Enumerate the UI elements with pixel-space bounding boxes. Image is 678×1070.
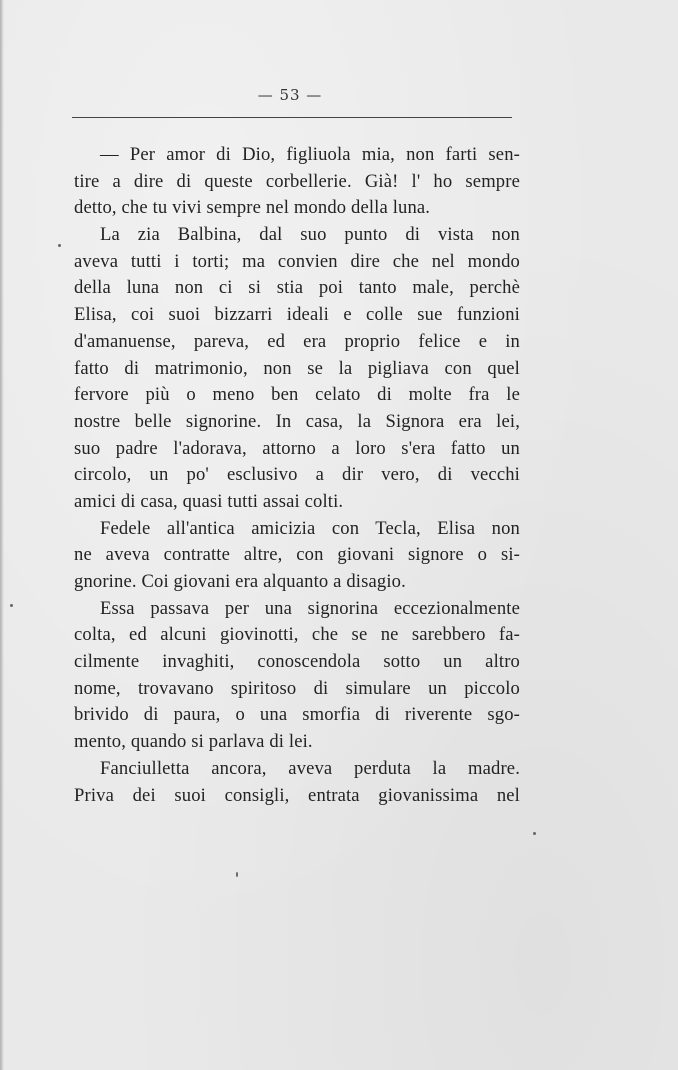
text-line: gnorine. Coi giovani era alquanto a disagio.: [74, 571, 406, 592]
text-line: ne aveva contratte altre, con giovani signore o si-: [74, 544, 520, 566]
text-line: tire a dire di queste corbellerie. Già! l' ho sempre: [74, 170, 520, 192]
text-line: detto, che tu vivi sempre nel mondo della luna.: [74, 197, 431, 219]
print-speck: [58, 244, 61, 247]
text-line: Essa passava per una signorina eccezionalmente: [100, 597, 520, 619]
print-speck: [10, 604, 13, 607]
body-text: [74, 142, 520, 809]
text-line: fervore più o meno ben celato di molte fra le: [74, 384, 520, 406]
text-line: Elisa, coi suoi bizzarri ideali e colle sue funzioni: [74, 304, 520, 326]
page-number: — 53 —: [257, 86, 323, 104]
text-line: Fedele all'antica amicizia con Tecla, Elisa non: [100, 517, 520, 539]
text-line: amici di casa, quasi tutti assai colti.: [74, 490, 344, 512]
text-line: circolo, un po' esclusivo a dir vero, di vecchi: [74, 464, 520, 486]
text-line: d'amanuense, pareva, ed era proprio felice e in: [74, 330, 520, 352]
text-line: La zia Balbina, dal suo punto di vista non: [100, 224, 520, 246]
text-line: suo padre l'adorava, attorno a loro s'era fatto un: [74, 437, 520, 459]
text-line: Priva dei suoi consigli, entrata giovanissima nel: [74, 784, 520, 806]
print-speck: [533, 832, 536, 835]
text-line: aveva tutti i torti; ma convien dire che nel mondo: [74, 250, 520, 272]
text-line: colta, ed alcuni giovinotti, che se ne sarebbero fa-: [74, 624, 520, 646]
text-line: della luna non ci si stia poi tanto male, perchè: [74, 277, 520, 299]
text-line: mento, quando si parlava di lei.: [74, 731, 313, 753]
text-line: nostre belle signorine. In casa, la Signora era lei,: [74, 410, 520, 432]
print-speck: [236, 872, 238, 877]
text-line: nome, trovavano spiritoso di simulare un piccolo: [74, 677, 520, 699]
text-line: brivido di paura, o una smorfia di riverente sgo-: [74, 704, 520, 726]
header-rule: [72, 117, 512, 118]
text-line: — Per amor di Dio, figliuola mia, non farti sen-: [100, 144, 520, 165]
page-edge-shadow: [0, 0, 4, 1070]
text-line: Fanciulletta ancora, aveva perduta la madre.: [100, 757, 520, 779]
text-line: cilmente invaghiti, conoscendola sotto un altro: [74, 651, 520, 673]
text-line: fatto di matrimonio, non se la pigliava con quel: [74, 357, 520, 379]
